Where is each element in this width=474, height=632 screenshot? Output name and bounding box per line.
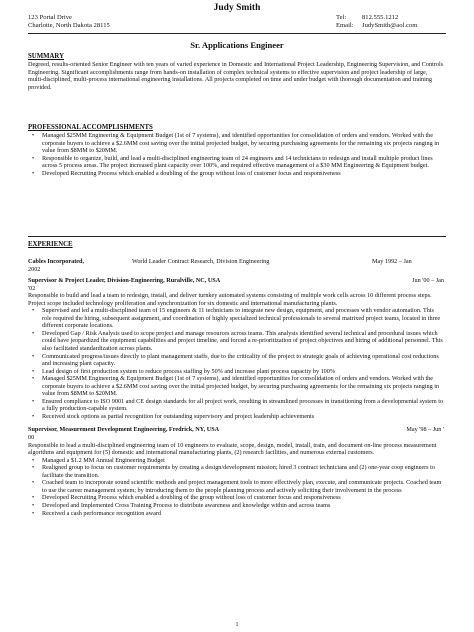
list-item: • Realigned group to focus on customer requirements by creating a design/development mission; hired 3 contract technicians and (2) one-year coop engineers to facilitate the transition. (28, 464, 444, 479)
job-title: Sr. Applications Engineer (190, 40, 284, 50)
summary-text: Degreed, results-oriented Senior Engineer with ten years of varied experience in Domestic and International Project Leadership, Engineering Supervision, and Controls Engineering. Significant accomplishments range from hands-on installation of complex technical systems to effective supervision and project leadership of large, multi-disciplined, multi-process international engineering installations. All projects completed on time and under budget with thorough documentation and training provided. (28, 61, 444, 91)
company-dates: May 1992 – Jan (372, 258, 412, 265)
address-line-2: Charlotte, North Dakota 28115 (28, 22, 110, 29)
address-block (28, 14, 110, 30)
page-number: 1 (235, 622, 239, 628)
role-title: Supervisor, Measurement Development Engineering, Fredrick, NY, USA (28, 426, 220, 434)
company-dates-continued: 2002 (28, 265, 41, 273)
list-item: • Responsible to organize, build, and lead a multi-disciplined engineering team of 24 engineers and 14 technicians to redesign and install multiple product lines across 5 process areas. The project increased plant capacity over 100%, and required effective management of a $30 MM Engineering & Equipment budget. (28, 155, 444, 170)
list-item: • Supervised and led a multi-disciplined team of 15 engineers & 11 technicians to integrate new design, equipment, and processes with vendor automation. This role required the hiring, subsequent assignment, and coordination of highly specialized technical professionals to several matrixed project teams, located in three different corporate locations. (28, 307, 444, 330)
email-row (336, 22, 417, 30)
phone-label: Tel: (336, 14, 347, 21)
accomplishments-list (28, 132, 444, 177)
list-item: • Ensured compliance to ISO 9001 and CE design standards for all project work, resulting in streamlined processes in transitioning from a developmental system to a fully production-capable system. (28, 398, 444, 413)
role-intro: Responsible to lead a multi-disciplined engineering team of 10 engineers to evaluate, scope, design, model, install, train, and document on-line process measurement algorithms and equipment for (5) domestic and international manufacturing plants, (2) research facilities, and numerous external customers. (28, 441, 437, 457)
experience-section (28, 241, 444, 517)
list-item: • Developed Recruiting Process which enabled a doubling of the group without loss of customer focus and responsiveness (28, 170, 444, 178)
company-row (28, 258, 444, 266)
list-item: • Managed $25MM Engineering & Equipment Budget (1st of 7 systems), and identified opportunities for consolidation of orders and vendors. Worked with the corporate buyers to achieve a $2.6MM cost saving over the initial projected budget, by securing purchasing agreements for the remaining six projects ranging in value from $8MM to $20MM. (28, 375, 444, 398)
list-item: • Lead design of first production system to reduce process staffing by 50% and increase plant process capacity by 100% (28, 368, 444, 376)
summary-heading: SUMMARY (28, 53, 65, 60)
email-label: Email: (336, 22, 354, 29)
header-divider (28, 33, 446, 34)
role-accomplishments-list (28, 307, 444, 420)
address-line-1: 123 Portal Drive (28, 14, 72, 21)
role-dates-continued: '02 (28, 284, 36, 292)
role-dates: Jun '00 – Jan (412, 277, 444, 285)
list-item: • Developed and Implemented Cross Training Process to distribute awareness and knowledge within and across teams (28, 502, 444, 510)
list-item: • Communicated progress/issues directly to plant management staffs, due to the criticality of the project to strategic goals of achieving operational cost reductions and increasing plant capacity. (28, 353, 444, 368)
company-name: Cables Incorporated, (28, 258, 85, 265)
candidate-name: Judy Smith (213, 3, 261, 13)
list-item: • Coached team to incorporate sound scientific methods and project management tools to more effectively plan, execute, and communicate projects. Coached team to use the career management system; by introducing them to the people planning process and actively soliciting their involvement in the process (28, 479, 444, 494)
list-item: • Received stock options as partial recognition for outstanding supervisory and project leadership achievements (28, 413, 444, 421)
role-header (28, 426, 444, 434)
accomplishments-heading: PROFESSIONAL ACCOMPLISHMENTS (28, 124, 153, 131)
phone-row (336, 14, 417, 22)
role-accomplishments-list (28, 457, 444, 517)
list-item: • Developed Recruiting Process which enabled a doubling of the group without loss of customer focus and responsiveness (28, 494, 444, 502)
company-description: World Leader Contract Research, Division Engineering (132, 258, 270, 265)
role-title: Supervisor & Project Leader, Division-Engineering, Ruralville, NC, USA (28, 277, 221, 285)
list-item: • Received a cash performance recognition award (28, 510, 444, 518)
experience-divider (28, 236, 446, 237)
email-address: JudySmith@aol.com (362, 22, 418, 29)
list-item: • Managed a $1.2 MM Annual Engineering Budget (28, 457, 444, 465)
role-header (28, 277, 444, 285)
role-dates-continued: 00 (28, 434, 35, 442)
role-intro: Responsible to build and lead a team to redesign, install, and deliver turnkey automated systems consisting of multiple work cells across 10 different process steps. Project scope included technology proliferation and synchronization for six domestic and international manufacturing plants. (28, 292, 432, 307)
phone-number: 812.555.1212 (362, 14, 399, 21)
list-item: • Managed $25MM Engineering & Equipment Budget (1st of 7 systems), and identified opportunities for consolidation of orders and vendors. Worked with the corporate buyers to achieve a $2.6MM cost saving over the initial projected budget, by securing purchasing agreements for the remaining six projects ranging in value from $8MM to $20MM. (28, 132, 444, 155)
summary-section (28, 53, 444, 91)
role-dates: May '98 – Jun ' (406, 426, 444, 434)
list-item: • Developed Gap / Risk Analysis used to scope project and manage resources across teams. This analysis identified several technical and procedural issues which could have jeopardized the equipment capabilities and project timeline, and forced a re-prioritization of project objectives and hiring of additional personnel. This also facilitated standardization across plants. (28, 330, 444, 353)
experience-heading: EXPERIENCE (28, 241, 73, 248)
accomplishments-section (28, 124, 444, 177)
contact-block (336, 14, 417, 30)
